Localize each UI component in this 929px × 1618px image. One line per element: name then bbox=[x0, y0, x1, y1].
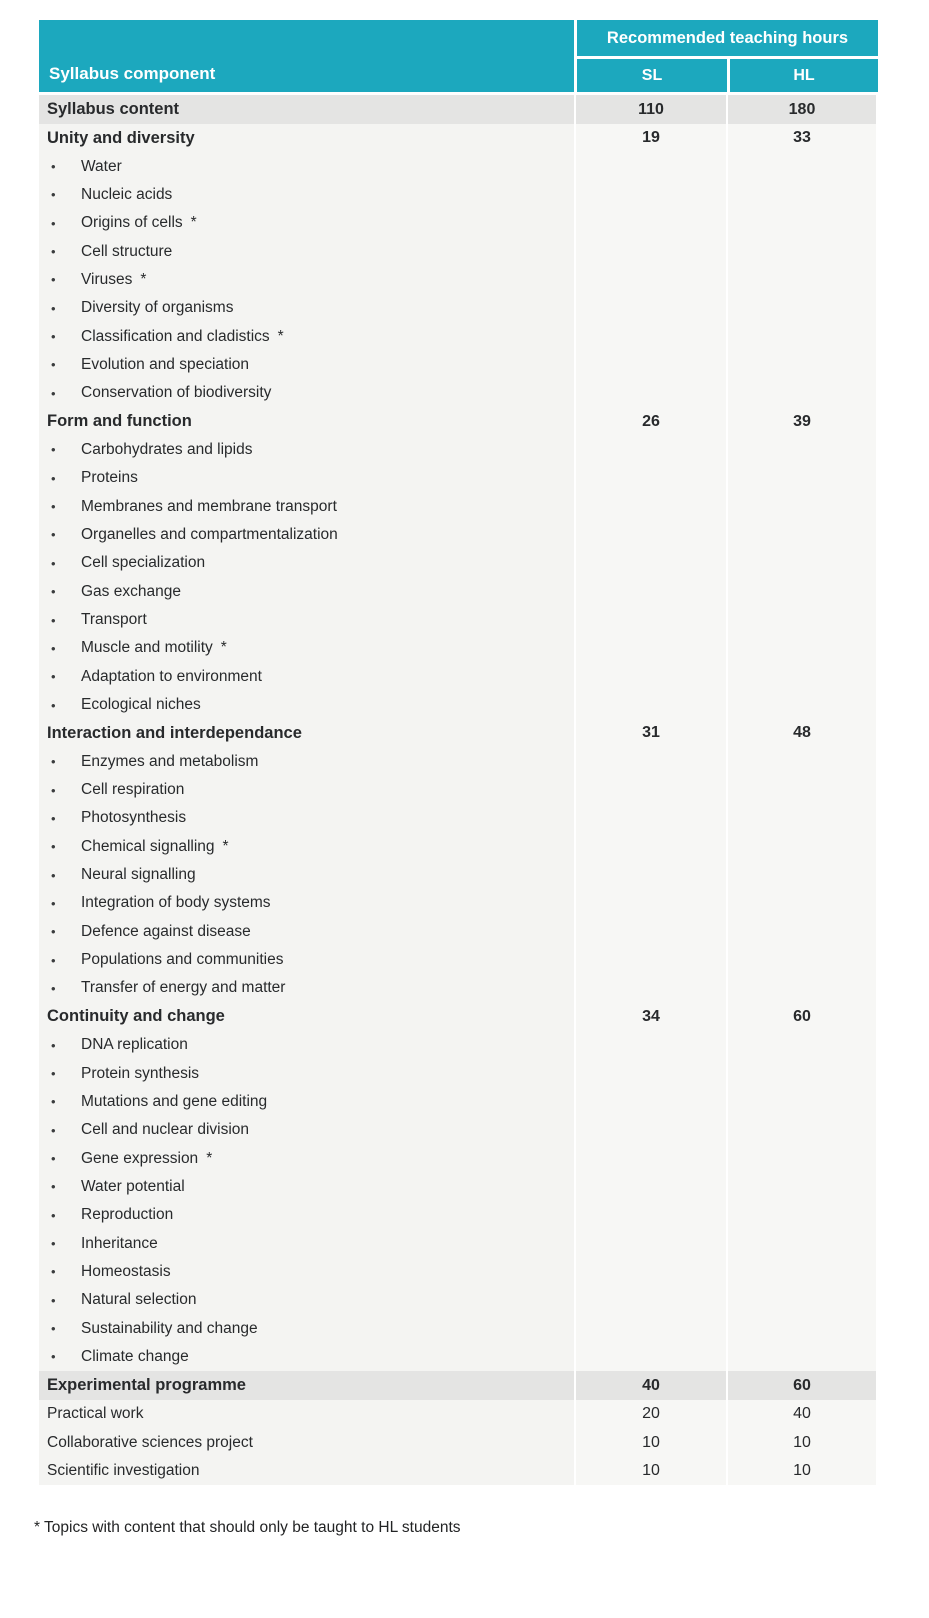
section-title: Interaction and interdependance bbox=[39, 719, 574, 747]
bullet-item bbox=[39, 436, 574, 464]
hl-only-asterisk: * bbox=[140, 270, 147, 288]
bullet-item-label: Homeostasis bbox=[81, 1262, 171, 1280]
hl-hours-cell-empty bbox=[728, 748, 876, 776]
bullet-item-label: Ecological niches bbox=[81, 696, 201, 714]
bullet-icon: • bbox=[51, 1094, 56, 1110]
bullet-item-label: Cell respiration bbox=[81, 781, 185, 799]
hl-hours-cell-empty bbox=[728, 436, 876, 464]
bullet-icon: • bbox=[51, 782, 56, 798]
bullet-icon: • bbox=[51, 1236, 56, 1252]
hl-hours-cell-empty bbox=[728, 1201, 876, 1229]
sl-hours-cell-empty bbox=[576, 1201, 726, 1229]
sl-hours-cell-empty bbox=[576, 521, 726, 549]
bullet-item bbox=[39, 1286, 574, 1314]
hl-hours-cell: 60 bbox=[728, 1003, 876, 1031]
bullet-item-label: Nucleic acids bbox=[81, 185, 173, 203]
bullet-item-label: Protein synthesis bbox=[81, 1064, 200, 1082]
bullet-item bbox=[39, 1258, 574, 1286]
sl-hours-cell-empty bbox=[576, 1116, 726, 1144]
bullet-icon: • bbox=[51, 499, 56, 515]
sl-hours-cell-empty bbox=[576, 804, 726, 832]
bullet-item bbox=[39, 181, 574, 209]
sl-hours-cell-empty bbox=[576, 464, 726, 492]
sl-hours-cell: 31 bbox=[576, 719, 726, 747]
hl-hours-cell-empty bbox=[728, 1343, 876, 1371]
sl-hours-cell-empty bbox=[576, 974, 726, 1002]
bullet-item-label: Sustainability and change bbox=[81, 1319, 258, 1337]
sl-hours-cell-empty bbox=[576, 351, 726, 379]
sl-hours-cell-empty bbox=[576, 1173, 726, 1201]
bullet-icon: • bbox=[51, 640, 56, 656]
sl-hours-cell-empty bbox=[576, 379, 726, 407]
sl-hours-cell-empty bbox=[576, 833, 726, 861]
bullet-item bbox=[39, 663, 574, 691]
bullet-icon: • bbox=[51, 980, 56, 996]
bullet-item-label: Climate change bbox=[81, 1347, 189, 1365]
bullet-item bbox=[39, 861, 574, 889]
bullet-icon: • bbox=[51, 810, 56, 826]
hl-hours-cell-empty bbox=[728, 1031, 876, 1059]
sl-hours-cell: 19 bbox=[576, 124, 726, 152]
bullet-item-label: Membranes and membrane transport bbox=[81, 497, 337, 515]
sl-hours-cell-empty bbox=[576, 606, 726, 634]
sl-hours-cell-empty bbox=[576, 946, 726, 974]
hl-only-asterisk: * bbox=[190, 214, 197, 232]
bullet-item bbox=[39, 606, 574, 634]
footnote: * Topics with content that should only be taught to HL students bbox=[34, 1519, 461, 1536]
sl-hours-cell-empty bbox=[576, 691, 726, 719]
section-block bbox=[39, 124, 877, 719]
bullet-item-label: Gene expression bbox=[81, 1149, 199, 1167]
bullet-item bbox=[39, 776, 574, 804]
sl-hours-cell-empty bbox=[576, 1031, 726, 1059]
bullet-icon: • bbox=[51, 527, 56, 543]
hl-hours-cell-empty bbox=[728, 606, 876, 634]
hl-hours-cell-empty bbox=[728, 634, 876, 662]
bullet-icon: • bbox=[51, 187, 56, 203]
bullet-item-label: Conservation of biodiversity bbox=[81, 384, 272, 402]
bullet-item bbox=[39, 1229, 574, 1257]
bullet-item bbox=[39, 1173, 574, 1201]
bullet-item bbox=[39, 1088, 574, 1116]
bullet-item bbox=[39, 521, 574, 549]
sl-hours-cell: 20 bbox=[576, 1400, 726, 1428]
bullet-item-label: Viruses bbox=[81, 270, 133, 288]
bullet-item-label: Cell structure bbox=[81, 242, 173, 260]
header-sl: SL bbox=[577, 59, 727, 92]
hl-hours-cell-empty bbox=[728, 379, 876, 407]
sl-hours-cell-empty bbox=[576, 237, 726, 265]
hl-hours-cell-empty bbox=[728, 237, 876, 265]
bullet-icon: • bbox=[51, 1207, 56, 1223]
header-syllabus-component: Syllabus component bbox=[39, 20, 574, 92]
hl-hours-cell-empty bbox=[728, 861, 876, 889]
section-title: Unity and diversity bbox=[39, 124, 574, 152]
table-header bbox=[39, 20, 877, 92]
hl-hours-cell: 180 bbox=[728, 95, 876, 124]
bullet-item bbox=[39, 691, 574, 719]
bullet-icon: • bbox=[51, 1066, 56, 1082]
bullet-item bbox=[39, 634, 574, 662]
bullet-item-label: DNA replication bbox=[81, 1036, 188, 1054]
bullet-icon: • bbox=[51, 924, 56, 940]
bullet-item-label: Transport bbox=[81, 611, 147, 629]
sl-hours-cell-empty bbox=[576, 1343, 726, 1371]
bullet-icon: • bbox=[51, 244, 56, 260]
hl-hours-cell-empty bbox=[728, 691, 876, 719]
bullet-icon: • bbox=[51, 1292, 56, 1308]
bullet-item bbox=[39, 1201, 574, 1229]
bullet-item bbox=[39, 1059, 574, 1087]
hl-hours-cell-empty bbox=[728, 663, 876, 691]
bullet-icon: • bbox=[51, 555, 56, 571]
hl-hours-cell: 60 bbox=[728, 1371, 876, 1400]
hl-hours-cell: 10 bbox=[728, 1428, 876, 1456]
table-body bbox=[39, 95, 877, 1485]
bullet-item-label: Cell specialization bbox=[81, 554, 206, 572]
sl-hours-cell-empty bbox=[576, 436, 726, 464]
bullet-item-label: Chemical signalling bbox=[81, 837, 215, 855]
bullet-item bbox=[39, 974, 574, 1002]
sl-hours-cell-empty bbox=[576, 748, 726, 776]
hl-hours-cell-empty bbox=[728, 833, 876, 861]
sl-hours-cell-empty bbox=[576, 776, 726, 804]
hl-hours-cell-empty bbox=[728, 492, 876, 520]
summary-label: Experimental programme bbox=[39, 1371, 574, 1400]
sl-hours-cell: 26 bbox=[576, 407, 726, 435]
detail-block bbox=[39, 1400, 877, 1485]
bullet-icon: • bbox=[51, 1321, 56, 1337]
hl-hours-cell: 33 bbox=[728, 124, 876, 152]
hl-hours-cell-empty bbox=[728, 181, 876, 209]
sl-hours-cell-empty bbox=[576, 634, 726, 662]
sl-hours-cell-empty bbox=[576, 1314, 726, 1342]
sl-hours-cell-empty bbox=[576, 1059, 726, 1087]
bullet-item-label: Enzymes and metabolism bbox=[81, 752, 259, 770]
bullet-item-label: Muscle and motility bbox=[81, 639, 213, 657]
summary-label: Syllabus content bbox=[39, 95, 574, 124]
bullet-item-label: Classification and cladistics bbox=[81, 327, 270, 345]
bullet-item bbox=[39, 209, 574, 237]
bullet-icon: • bbox=[51, 470, 56, 486]
sl-hours-cell-empty bbox=[576, 1286, 726, 1314]
hl-only-asterisk: * bbox=[277, 327, 284, 345]
sl-hours-cell-empty bbox=[576, 1258, 726, 1286]
bullet-icon: • bbox=[51, 385, 56, 401]
bullet-item-label: Neural signalling bbox=[81, 866, 196, 884]
sl-hours-cell-empty bbox=[576, 294, 726, 322]
bullet-icon: • bbox=[51, 1151, 56, 1167]
bullet-item bbox=[39, 1116, 574, 1144]
bullet-icon: • bbox=[51, 612, 56, 628]
hl-hours-cell-empty bbox=[728, 351, 876, 379]
bullet-item bbox=[39, 549, 574, 577]
detail-row-label: Scientific investigation bbox=[39, 1457, 574, 1485]
bullet-icon: • bbox=[51, 867, 56, 883]
hl-only-asterisk: * bbox=[206, 1149, 213, 1167]
summary-row bbox=[39, 1371, 877, 1400]
bullet-item-label: Organelles and compartmentalization bbox=[81, 525, 338, 543]
bullet-item-label: Mutations and gene editing bbox=[81, 1092, 268, 1110]
sl-hours-cell-empty bbox=[576, 918, 726, 946]
bullet-icon: • bbox=[51, 952, 56, 968]
bullet-icon: • bbox=[51, 895, 56, 911]
hl-hours-cell-empty bbox=[728, 1144, 876, 1172]
sl-hours-cell-empty bbox=[576, 181, 726, 209]
hl-hours-cell: 39 bbox=[728, 407, 876, 435]
bullet-icon: • bbox=[51, 300, 56, 316]
bullet-icon: • bbox=[51, 357, 56, 373]
bullet-item-label: Natural selection bbox=[81, 1291, 197, 1309]
bullet-item-label: Carbohydrates and lipids bbox=[81, 440, 253, 458]
bullet-item bbox=[39, 918, 574, 946]
bullet-item-label: Diversity of organisms bbox=[81, 299, 234, 317]
hl-hours-cell: 40 bbox=[728, 1400, 876, 1428]
bullet-item bbox=[39, 833, 574, 861]
hl-hours-cell-empty bbox=[728, 1229, 876, 1257]
hl-hours-cell: 48 bbox=[728, 719, 876, 747]
hl-hours-cell-empty bbox=[728, 974, 876, 1002]
section-title: Form and function bbox=[39, 407, 574, 435]
bullet-icon: • bbox=[51, 839, 56, 855]
bullet-item bbox=[39, 492, 574, 520]
hl-hours-cell-empty bbox=[728, 322, 876, 350]
bullet-item bbox=[39, 266, 574, 294]
sl-hours-cell-empty bbox=[576, 663, 726, 691]
sl-hours-cell-empty bbox=[576, 266, 726, 294]
section-title: Continuity and change bbox=[39, 1003, 574, 1031]
bullet-icon: • bbox=[51, 329, 56, 345]
bullet-item-label: Water potential bbox=[81, 1177, 185, 1195]
bullet-icon: • bbox=[51, 1037, 56, 1053]
bullet-item-label: Defence against disease bbox=[81, 922, 251, 940]
bullet-item-label: Proteins bbox=[81, 469, 138, 487]
bullet-icon: • bbox=[51, 442, 56, 458]
hl-hours-cell-empty bbox=[728, 1286, 876, 1314]
bullet-icon: • bbox=[51, 584, 56, 600]
bullet-item bbox=[39, 152, 574, 180]
hl-hours-cell-empty bbox=[728, 1088, 876, 1116]
sl-hours-cell: 10 bbox=[576, 1457, 726, 1485]
bullet-item bbox=[39, 464, 574, 492]
header-hl: HL bbox=[730, 59, 878, 92]
hl-hours-cell-empty bbox=[728, 266, 876, 294]
hl-hours-cell-empty bbox=[728, 464, 876, 492]
bullet-icon: • bbox=[51, 1349, 56, 1365]
sl-hours-cell-empty bbox=[576, 1144, 726, 1172]
hl-hours-cell-empty bbox=[728, 294, 876, 322]
bullet-icon: • bbox=[51, 1264, 56, 1280]
bullet-icon: • bbox=[51, 215, 56, 231]
bullet-icon: • bbox=[51, 669, 56, 685]
sl-hours-cell: 40 bbox=[576, 1371, 726, 1400]
sl-hours-cell: 34 bbox=[576, 1003, 726, 1031]
bullet-icon: • bbox=[51, 1179, 56, 1195]
hl-only-asterisk: * bbox=[220, 639, 227, 657]
section-block bbox=[39, 1003, 877, 1371]
bullet-item bbox=[39, 748, 574, 776]
sl-hours-cell-empty bbox=[576, 889, 726, 917]
sl-hours-cell: 110 bbox=[576, 95, 726, 124]
bullet-icon: • bbox=[51, 697, 56, 713]
bullet-icon: • bbox=[51, 272, 56, 288]
bullet-item-label: Water bbox=[81, 157, 122, 175]
sl-hours-cell-empty bbox=[576, 152, 726, 180]
bullet-item-label: Gas exchange bbox=[81, 582, 181, 600]
bullet-item bbox=[39, 578, 574, 606]
bullet-item bbox=[39, 1343, 574, 1371]
bullet-item-label: Origins of cells bbox=[81, 214, 183, 232]
bullet-item bbox=[39, 237, 574, 265]
hl-only-asterisk: * bbox=[222, 837, 229, 855]
hl-hours-cell-empty bbox=[728, 1059, 876, 1087]
bullet-item bbox=[39, 889, 574, 917]
bullet-item-label: Reproduction bbox=[81, 1206, 174, 1224]
hl-hours-cell-empty bbox=[728, 152, 876, 180]
sl-hours-cell-empty bbox=[576, 492, 726, 520]
hl-hours-cell-empty bbox=[728, 804, 876, 832]
sl-hours-cell: 10 bbox=[576, 1428, 726, 1456]
hl-hours-cell-empty bbox=[728, 946, 876, 974]
hl-hours-cell-empty bbox=[728, 209, 876, 237]
bullet-item bbox=[39, 1314, 574, 1342]
section-block bbox=[39, 719, 877, 1002]
bullet-item-label: Adaptation to environment bbox=[81, 667, 262, 685]
hl-hours-cell-empty bbox=[728, 1173, 876, 1201]
bullet-item-label: Evolution and speciation bbox=[81, 355, 250, 373]
bullet-item bbox=[39, 322, 574, 350]
sl-hours-cell-empty bbox=[576, 1088, 726, 1116]
hl-hours-cell-empty bbox=[728, 776, 876, 804]
bullet-item-label: Cell and nuclear division bbox=[81, 1121, 250, 1139]
hl-hours-cell-empty bbox=[728, 889, 876, 917]
sl-hours-cell-empty bbox=[576, 578, 726, 606]
sl-hours-cell-empty bbox=[576, 209, 726, 237]
bullet-item bbox=[39, 1031, 574, 1059]
bullet-icon: • bbox=[51, 1122, 56, 1138]
hl-hours-cell: 10 bbox=[728, 1457, 876, 1485]
bullet-item-label: Integration of body systems bbox=[81, 894, 271, 912]
bullet-item bbox=[39, 804, 574, 832]
bullet-item bbox=[39, 351, 574, 379]
sl-hours-cell-empty bbox=[576, 549, 726, 577]
bullet-item bbox=[39, 946, 574, 974]
hl-hours-cell-empty bbox=[728, 578, 876, 606]
syllabus-table bbox=[39, 20, 877, 1485]
bullet-icon: • bbox=[51, 159, 56, 175]
header-recommended-teaching-hours: Recommended teaching hours bbox=[577, 20, 878, 56]
hl-hours-cell-empty bbox=[728, 549, 876, 577]
bullet-item-label: Inheritance bbox=[81, 1234, 158, 1252]
hl-hours-cell-empty bbox=[728, 918, 876, 946]
sl-hours-cell-empty bbox=[576, 861, 726, 889]
detail-row-label: Collaborative sciences project bbox=[39, 1428, 574, 1456]
bullet-item bbox=[39, 294, 574, 322]
detail-row-label: Practical work bbox=[39, 1400, 574, 1428]
bullet-item bbox=[39, 379, 574, 407]
bullet-item-label: Photosynthesis bbox=[81, 809, 187, 827]
summary-row bbox=[39, 95, 877, 124]
hl-hours-cell-empty bbox=[728, 1258, 876, 1286]
hl-hours-cell-empty bbox=[728, 1314, 876, 1342]
bullet-item-label: Populations and communities bbox=[81, 951, 284, 969]
bullet-item bbox=[39, 1144, 574, 1172]
bullet-item-label: Transfer of energy and matter bbox=[81, 979, 286, 997]
sl-hours-cell-empty bbox=[576, 322, 726, 350]
hl-hours-cell-empty bbox=[728, 1116, 876, 1144]
bullet-icon: • bbox=[51, 754, 56, 770]
sl-hours-cell-empty bbox=[576, 1229, 726, 1257]
hl-hours-cell-empty bbox=[728, 521, 876, 549]
